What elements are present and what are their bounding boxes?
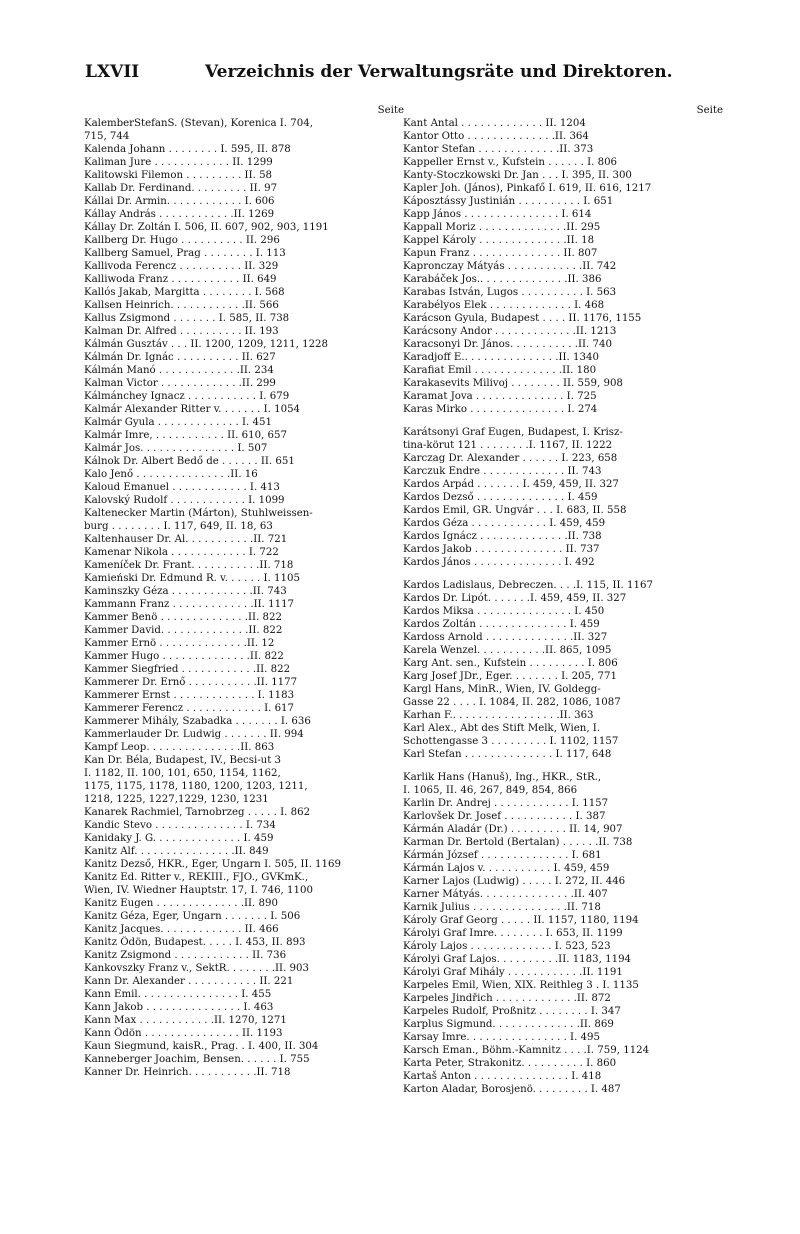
index-entry: Karczag Dr. Alexander . . . . . . I. 223, 658	[403, 453, 618, 464]
index-entry: Kapronczay Mátyás . . . . . . . . . . . .II. 742	[403, 261, 617, 272]
index-entry: tina-körut 121 . . . . . . . .I. 1167, II. 1222	[403, 440, 613, 451]
index-entry: Karabáček Jos.. . . . . . . . . . . . . .II. 386	[403, 274, 602, 285]
index-entry: Károlyi Graf Imre. . . . . . . . I. 653, II. 1199	[403, 928, 623, 939]
index-entry: Kardos Arpád . . . . . . . I. 459, 459, II. 327	[403, 479, 619, 490]
index-entry: Káposztássy Justinián . . . . . . . . . . I. 651	[403, 196, 614, 207]
index-entry: Karadjoff E.. . . . . . . . . . . . . . .II. 1340	[403, 352, 599, 363]
index-entry: Kanty-Stoczkowski Dr. Jan . . . I. 395, II. 300	[403, 170, 632, 181]
index-entry: Karsch Eman., Böhm.-Kamnitz . . . .I. 759, 1124	[403, 1045, 650, 1056]
index-entry: Karl Alex., Abt des Stift Melk, Wien, I.	[403, 723, 601, 734]
index-entry: Kapun Franz . . . . . . . . . . . . . . II. 807	[403, 248, 598, 259]
index-entry: Kardos Ladislaus, Debreczen. . . .I. 115, II. 1167	[403, 580, 653, 591]
index-entry: Kardos Zoltán . . . . . . . . . . . . . . I. 459	[403, 619, 600, 630]
index-entry: Kallus Zsigmond . . . . . . . I. 585, II. 738	[84, 313, 290, 324]
index-entry: Karlik Hans (Hanuš), Ing., HKR., StR.,	[403, 772, 602, 783]
index-entry: Károlyi Graf Mihály . . . . . . . . . . . .II. 1191	[403, 967, 623, 978]
seite-label-left: Seite	[377, 105, 404, 116]
index-entry: Karpeles Emil, Wien, XIX. Reithleg 3 . I. 1135	[403, 980, 639, 991]
index-entry: Kappall Moriz . . . . . . . . . . . . . .II. 295	[403, 222, 601, 233]
index-entry: Kammerlauder Dr. Ludwig . . . . . . . II. 994	[84, 729, 304, 740]
index-entry: Kardos János . . . . . . . . . . . . . . I. 492	[403, 557, 595, 568]
index-entry: Kanitz Eugen . . . . . . . . . . . . . .II. 890	[84, 898, 278, 909]
index-entry: Kalmár Alexander Ritter v. . . . . . . I. 1054	[84, 404, 301, 415]
index-entry: Kammann Franz . . . . . . . . . . . . .II. 1117	[84, 599, 295, 610]
section-gap	[403, 569, 723, 579]
index-entry: Kardos Miksa . . . . . . . . . . . . . . . I. 450	[403, 606, 605, 617]
index-entry: Kardos Jakob . . . . . . . . . . . . . . II. 737	[403, 544, 600, 555]
index-entry: KalemberStefanS. (Stevan), Korenica I. 704,	[84, 118, 313, 129]
index-entry: Kalmár Imre, . . . . . . . . . . . II. 610, 657	[84, 430, 287, 441]
index-entry: Gasse 22 . . . . I. 1084, II. 282, 1086, 1087	[403, 697, 621, 708]
index-entry: Karg Josef JDr., Eger. . . . . . . . I. 205, 771	[403, 671, 617, 682]
index-entry: Karela Wenzel. . . . . . . . . . .II. 865, 1095	[403, 645, 612, 656]
right-column	[403, 104, 723, 1096]
index-entry: Kandic Stevo . . . . . . . . . . . . . . I. 734	[84, 820, 276, 831]
index-entry: Kappel Károly . . . . . . . . . . . . . .II. 18	[403, 235, 595, 246]
index-entry: Kammerer Ernst . . . . . . . . . . . . . I. 1183	[84, 690, 295, 701]
index-entry: Karman Dr. Bertold (Bertalan) . . . . . .II. 738	[403, 837, 633, 848]
index-entry: Kaliman Jure . . . . . . . . . . . . II. 1299	[84, 157, 273, 168]
index-entry: I. 1182, II. 100, 101, 650, 1154, 1162,	[84, 768, 281, 779]
index-entry: Kanitz Alf. . . . . . . . . . . . . . . .II. 849	[84, 846, 269, 857]
index-entry: Kallós Jakab, Margitta . . . . . . . . I. 568	[84, 287, 285, 298]
index-entry: Kállay András . . . . . . . . . . . .II. 1269	[84, 209, 275, 220]
index-entry: Kármán Aladár (Dr.) . . . . . . . . . II. 14, 907	[403, 824, 623, 835]
index-entry: Kamieński Dr. Edmund R. v. . . . . . I. 1105	[84, 573, 300, 584]
index-entry: Kallberg Samuel, Prag . . . . . . . . I. 113	[84, 248, 286, 259]
index-entry: Kammer Siegfried . . . . . . . . . . . .II. 822	[84, 664, 291, 675]
index-entry: Kann Emil. . . . . . . . . . . . . . . . I. 455	[84, 989, 272, 1000]
index-entry: Kann Ödön . . . . . . . . . . . . . . . II. 1193	[84, 1028, 283, 1039]
index-entry: Kardos Dr. Lipót. . . . . . .I. 459, 459, II. 327	[403, 593, 627, 604]
index-entry: Karabélyos Elek . . . . . . . . . . . . . I. 468	[403, 300, 605, 311]
index-entry: Kállay Dr. Zoltán I. 506, II. 607, 902, 903, 1191	[84, 222, 329, 233]
index-entry: Kartaš Anton . . . . . . . . . . . . . . . I. 418	[403, 1071, 602, 1082]
index-entry: Karacsonyi Dr. János. . . . . . . . . . .II. 740	[403, 339, 612, 350]
index-entry: Kanitz Ed. Ritter v., REKIII., FJO., GVKmK.,	[84, 872, 309, 883]
index-entry: Kaltenhauser Dr. Al. . . . . . . . . . .II. 721	[84, 534, 288, 545]
index-entry: Kalliwoda Franz . . . . . . . . . . . II. 649	[84, 274, 277, 285]
index-entry: Kalmár Gyula . . . . . . . . . . . . . I. 451	[84, 417, 272, 428]
index-entry: Kanitz Dezső, HKR., Eger, Ungarn I. 505, II. 1169	[84, 859, 341, 870]
index-entry: Kalenda Johann . . . . . . . . I. 595, II. 878	[84, 144, 291, 155]
index-entry: Károlyi Graf Lajos. . . . . . . . . .II. 1183, 1194	[403, 954, 632, 965]
index-entry: Karnik Julius . . . . . . . . . . . . . . .II. 718	[403, 902, 601, 913]
index-entry: Kammer David. . . . . . . . . . . . . .II. 822	[84, 625, 283, 636]
index-entry: Kálmán Dr. Ignác . . . . . . . . . . II. 627	[84, 352, 276, 363]
index-entry: Kann Dr. Alexander . . . . . . . . . . . II. 221	[84, 976, 294, 987]
index-entry: Karczuk Endre . . . . . . . . . . . . . II. 743	[403, 466, 602, 477]
index-entry: Karafiat Emil . . . . . . . . . . . . . .II. 180	[403, 365, 597, 376]
index-entry: Kamenar Nikola . . . . . . . . . . . . I. 722	[84, 547, 279, 558]
index-entry: Kann Max . . . . . . . . . . . .II. 1270, 1271	[84, 1015, 287, 1026]
index-entry: Kanitz Zsigmond . . . . . . . . . . . . II. 736	[84, 950, 287, 961]
index-entry: Kardos Géza . . . . . . . . . . . . I. 459, 459	[403, 518, 606, 529]
index-entry: Kálmán Manó . . . . . . . . . . . . .II. 234	[84, 365, 274, 376]
index-entry: Karpeles Jindřich . . . . . . . . . . . . .II. 872	[403, 993, 611, 1004]
index-entry: Kardoss Arnold . . . . . . . . . . . . . .II. 327	[403, 632, 608, 643]
index-entry: Karácsony Andor . . . . . . . . . . . . .II. 1213	[403, 326, 617, 337]
index-entry: Kármán Lajos v. . . . . . . . . . . I. 459, 459	[403, 863, 610, 874]
index-entry: Kaltenecker Martin (Márton), Stuhlweissen-	[84, 508, 313, 519]
index-entry: Kardos Dezső . . . . . . . . . . . . . . I. 459	[403, 492, 598, 503]
index-entry: Kankovszky Franz v., SektR. . . . . . . .II. 903	[84, 963, 309, 974]
index-entry: Karamat Jova . . . . . . . . . . . . . . I. 725	[403, 391, 597, 402]
left-column	[84, 104, 404, 1079]
index-entry: Kan Dr. Béla, Budapest, IV., Becsi-ut 3	[84, 755, 282, 766]
index-entry: Karácson Gyula, Budapest . . . . II. 1176, 1155	[403, 313, 642, 324]
index-entry: Kargl Hans, MinR., Wien, IV. Goldegg-	[403, 684, 601, 695]
index-entry: Károly Graf Georg . . . . . II. 1157, 1180, 1194	[403, 915, 639, 926]
index-entry: I. 1065, II. 46, 267, 849, 854, 866	[403, 785, 578, 796]
index-entry: Karner Lajos (Ludwig) . . . . . I. 272, II. 446	[403, 876, 626, 887]
index-entry: Kármán József . . . . . . . . . . . . . . I. 681	[403, 850, 602, 861]
index-entry: Karas Mirko . . . . . . . . . . . . . . . I. 274	[403, 404, 598, 415]
index-entry: Schottengasse 3 . . . . . . . . . I. 1102, 1157	[403, 736, 619, 747]
index-entry: Kaminszky Géza . . . . . . . . . . . . .II. 743	[84, 586, 287, 597]
index-entry: Kameníček Dr. Frant. . . . . . . . . . .II. 718	[84, 560, 294, 571]
page-header	[85, 62, 725, 86]
index-entry: Kalovský Rudolf . . . . . . . . . . . . I. 1099	[84, 495, 285, 506]
index-entry: 1175, 1175, 1178, 1180, 1200, 1203, 1211,	[84, 781, 308, 792]
index-entry: 1218, 1225, 1227,1229, 1230, 1231	[84, 794, 269, 805]
seite-label-right: Seite	[696, 105, 723, 116]
index-entry: Kanitz Géza, Eger, Ungarn . . . . . . . I. 506	[84, 911, 301, 922]
index-entry: Kállai Dr. Armin. . . . . . . . . . . . I. 606	[84, 196, 275, 207]
section-gap	[403, 761, 723, 771]
index-entry: Karabas István, Lugos . . . . . . . . . . I. 563	[403, 287, 617, 298]
index-entry: Kanarek Rachmiel, Tarnobrzeg . . . . . I. 862	[84, 807, 311, 818]
index-entry: Kalman Dr. Alfred . . . . . . . . . . II. 193	[84, 326, 279, 337]
index-entry: Karton Aladar, Borosjenö. . . . . . . . . I. 487	[403, 1084, 621, 1095]
index-entry: Kaun Siegmund, kaisR., Prag. . I. 400, II. 304	[84, 1041, 319, 1052]
index-entry: Kallivoda Ferencz . . . . . . . . . . II. 329	[84, 261, 279, 272]
index-entry: Kampf Leop. . . . . . . . . . . . . . .II. 863	[84, 742, 275, 753]
index-entry: Kant Antal . . . . . . . . . . . . . II. 1204	[403, 118, 586, 129]
index-entry: Kappeller Ernst v., Kufstein . . . . . . I. 806	[403, 157, 618, 168]
index-entry: Kammer Ernö . . . . . . . . . . . . . .II. 12	[84, 638, 275, 649]
index-entry: Karner Mátyás. . . . . . . . . . . . . . .II. 407	[403, 889, 608, 900]
index-entry: Karakasevits Milivoj . . . . . . . . II. 559, 908	[403, 378, 623, 389]
index-entry: Kálnok Dr. Albert Bedő de . . . . . . II. 651	[84, 456, 295, 467]
index-entry: Kammerer Dr. Ernő . . . . . . . . . . .II. 1177	[84, 677, 298, 688]
index-entry: Kanidaky J. G. . . . . . . . . . . . . . I. 459	[84, 833, 274, 844]
index-entry: Kalmár Jos. . . . . . . . . . . . . . . I. 507	[84, 443, 268, 454]
index-entry: Kallsen Heinrich. . . . . . . . . . . .II. 566	[84, 300, 279, 311]
index-entry: Kantor Otto . . . . . . . . . . . . . .II. 364	[403, 131, 589, 142]
index-entry: Kanneberger Joachim, Bensen. . . . . . I. 755	[84, 1054, 310, 1065]
index-entry: Kantor Stefan . . . . . . . . . . . . .II. 373	[403, 144, 594, 155]
index-entry: Kallab Dr. Ferdinand. . . . . . . . . II. 97	[84, 183, 278, 194]
index-entry: Kardos Emil, GR. Ungvár . . . I. 683, II. 558	[403, 505, 627, 516]
page-number: LXVII	[85, 62, 140, 82]
page-title: Verzeichnis der Verwaltungsräte und Direktoren.	[205, 62, 673, 82]
index-entry: Kammer Hugo . . . . . . . . . . . . . .II. 822	[84, 651, 284, 662]
index-entry: Karg Ant. sen., Kufstein . . . . . . . . . I. 806	[403, 658, 618, 669]
section-gap	[403, 416, 723, 426]
index-entry: 715, 744	[84, 131, 130, 142]
index-entry: Kapp János . . . . . . . . . . . . . . . I. 614	[403, 209, 592, 220]
index-entry: Karlin Dr. Andrej . . . . . . . . . . . . I. 1157	[403, 798, 609, 809]
index-entry: Karplus Sigmund. . . . . . . . . . . . . .II. 869	[403, 1019, 614, 1030]
index-entry: Kapler Joh. (János), Pinkafő I. 619, II. 616, 1217	[403, 183, 652, 194]
index-entry: Karhan F.. . . . . . . . . . . . . . . . .II. 363	[403, 710, 594, 721]
index-entry: Kallberg Dr. Hugo . . . . . . . . . . II. 296	[84, 235, 280, 246]
index-entry: Kálmán Gusztáv . . . II. 1200, 1209, 1211, 1228	[84, 339, 329, 350]
index-entry: Kammerer Mihály, Szabadka . . . . . . . I. 636	[84, 716, 311, 727]
index-entry: Kann Jakob . . . . . . . . . . . . . . . I. 463	[84, 1002, 274, 1013]
index-entry: Kálmánchey Ignacz . . . . . . . . . . . I. 679	[84, 391, 290, 402]
index-entry: burg . . . . . . . . I. 117, 649, II. 18, 63	[84, 521, 273, 532]
index-entry: Karsay Imre. . . . . . . . . . . . . . . . I. 495	[403, 1032, 601, 1043]
index-entry: Kaloud Emanuel . . . . . . . . . . . . I. 413	[84, 482, 280, 493]
index-entry: Kammer Benö . . . . . . . . . . . . . .II. 822	[84, 612, 282, 623]
index-entry: Kammerer Ferencz . . . . . . . . . . . . I. 617	[84, 703, 295, 714]
index-entry: Wien, IV. Wiedner Hauptstr. 17, I. 746, 1100	[84, 885, 313, 896]
index-entry: Károly Lajos . . . . . . . . . . . . . I. 523, 523	[403, 941, 611, 952]
index-entry: Kalman Victor . . . . . . . . . . . . .II. 299	[84, 378, 276, 389]
index-entry: Karlovšek Dr. Josef . . . . . . . . . . . I. 387	[403, 811, 606, 822]
index-entry: Kardos Ignácz . . . . . . . . . . . . . .II. 738	[403, 531, 602, 542]
index-entry: Karpeles Rudolf, Proßnitz . . . . . . . . I. 347	[403, 1006, 621, 1017]
index-entry: Karl Stefan . . . . . . . . . . . . . . I. 117, 648	[403, 749, 612, 760]
index-entry: Kalo Jenő . . . . . . . . . . . . . . .II. 16	[84, 469, 258, 480]
index-entry: Kanitz Jacques. . . . . . . . . . . . . II. 466	[84, 924, 279, 935]
index-entry: Kanner Dr. Heinrich. . . . . . . . . . .II. 718	[84, 1067, 291, 1078]
index-entry: Karátsonyi Graf Eugen, Budapest, I. Krisz-	[403, 427, 623, 438]
index-entry: Kanitz Ödön, Budapest. . . . . I. 453, II. 893	[84, 937, 306, 948]
index-entry: Karta Peter, Strakonitz. . . . . . . . . . I. 860	[403, 1058, 617, 1069]
index-entry: Kalitowski Filemon . . . . . . . . . II. 58	[84, 170, 273, 181]
